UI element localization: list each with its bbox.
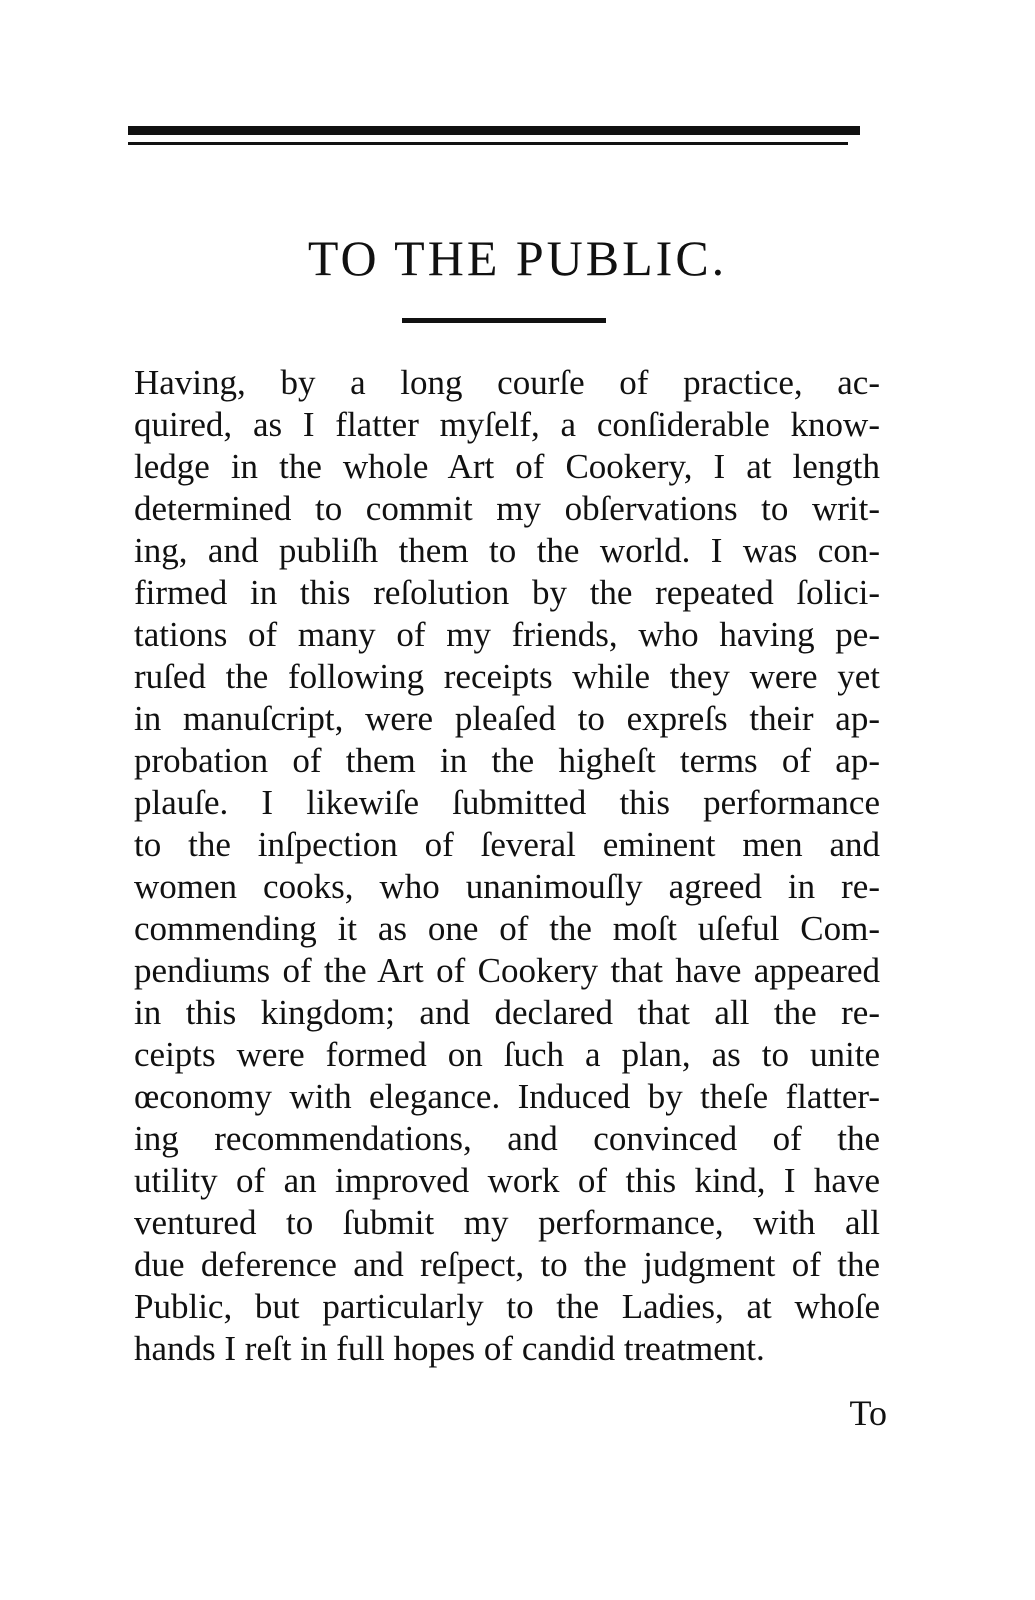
text-line: ing, and publiſh them to the world. I was con-: [134, 531, 880, 570]
page-title: TO THE PUBLIC.: [307, 230, 728, 286]
text-line: ledge in the whole Art of Cookery, I at length: [134, 447, 880, 486]
text-line: hands I reſt in full hopes of candid treatment.: [134, 1329, 765, 1368]
text-line: determined to commit my obſervations to writ-: [134, 489, 880, 528]
body-paragraph: [134, 362, 880, 1370]
catchword: To: [849, 1393, 887, 1433]
text-line: utility of an improved work of this kind, I have: [134, 1161, 880, 1200]
text-line: commending it as one of the moſt uſeful Com-: [134, 909, 880, 948]
text-line: women cooks, who unanimouſly agreed in re-: [134, 867, 880, 906]
text-line: Having, by a long courſe of practice, ac-: [134, 363, 880, 402]
text-line: pendiums of the Art of Cookery that have appeared: [134, 951, 880, 990]
text-line: Public, but particularly to the Ladies, at whoſe: [134, 1287, 880, 1326]
text-line: in manuſcript, were pleaſed to expreſs their ap-: [134, 699, 880, 738]
text-line: ruſed the following receipts while they were yet: [134, 657, 880, 696]
title-divider-rule: [402, 318, 606, 323]
text-line: ceipts were formed on ſuch a plan, as to unite: [134, 1035, 880, 1074]
text-line: œconomy with elegance. Induced by theſe flatter-: [134, 1077, 880, 1116]
text-line: ventured to ſubmit my performance, with all: [134, 1203, 880, 1242]
text-line: firmed in this reſolution by the repeated ſolici-: [134, 573, 880, 612]
text-line: due deference and reſpect, to the judgment of the: [134, 1245, 880, 1284]
top-double-rule-thick: [128, 126, 860, 135]
text-line: ing recommendations, and convinced of the: [134, 1119, 880, 1158]
top-double-rule-thin: [128, 142, 848, 145]
text-line: probation of them in the higheſt terms of ap-: [134, 741, 880, 780]
text-line: in this kingdom; and declared that all the re-: [134, 993, 880, 1032]
text-line: quired, as I flatter myſelf, a conſiderable know-: [134, 405, 880, 444]
text-line: plauſe. I likewiſe ſubmitted this performance: [134, 783, 880, 822]
text-line: tations of many of my friends, who having pe-: [134, 615, 880, 654]
text-line: to the inſpection of ſeveral eminent men and: [134, 825, 880, 864]
